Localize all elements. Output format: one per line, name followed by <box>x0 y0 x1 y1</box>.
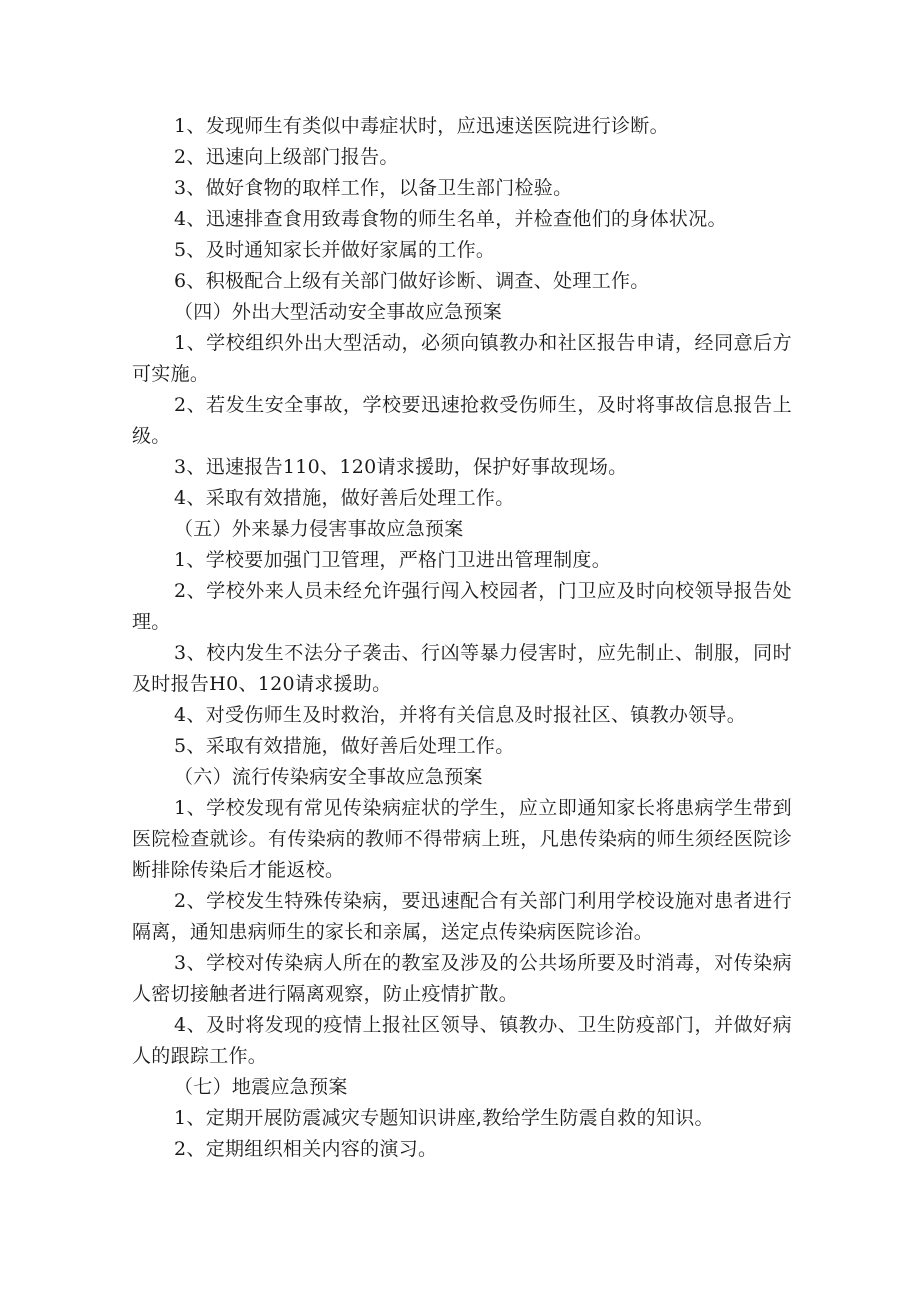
paragraph-epidemic-3: 3、学校对传染病人所在的教室及涉及的公共场所要及时消毒，对传染病人密切接触者进行隔离观察，防止疫情扩散。 <box>132 952 792 1005</box>
paragraph-epidemic-4: 4、及时将发现的疫情上报社区领导、镇教办、卫生防疫部门，并做好病人的跟踪工作。 <box>132 1014 792 1067</box>
section-heading-epidemic: （六）流行传染病安全事故应急预案 <box>174 766 483 788</box>
paragraph-epidemic-1: 1、学校发现有常见传染病症状的学生，应立即通知家长将患病学生带到医院检查就诊。有传染病的教师不得带病上班，凡患传染病的师生须经医院诊断排除传染后才能返校。 <box>132 797 792 881</box>
paragraph-violence-2: 2、学校外来人员未经允许强行闯入校园者，门卫应及时向校领导报告处理。 <box>132 580 792 633</box>
paragraph-violence-1: 1、学校要加强门卫管理，严格门卫进出管理制度。 <box>174 549 611 571</box>
paragraph-earthquake-1: 1、定期开展防震减灾专题知识讲座,教给学生防震自救的知识。 <box>174 1107 714 1129</box>
paragraph-outing-1: 1、学校组织外出大型活动，必须向镇教办和社区报告申请，经同意后方可实施。 <box>132 332 792 385</box>
paragraph-violence-4: 4、对受伤师生及时救治，并将有关信息及时报社区、镇教办领导。 <box>174 704 747 726</box>
paragraph-poison-1: 1、发现师生有类似中毒症状时，应迅速送医院进行诊断。 <box>174 115 669 137</box>
paragraph-poison-3: 3、做好食物的取样工作，以备卫生部门检验。 <box>174 177 573 199</box>
paragraph-poison-6: 6、积极配合上级有关部门做好诊断、调查、处理工作。 <box>174 270 650 292</box>
paragraph-epidemic-2: 2、学校发生特殊传染病，要迅速配合有关部门利用学校设施对患者进行隔离，通知患病师生的家长和亲属，送定点传染病医院诊治。 <box>132 890 792 943</box>
section-heading-outing: （四）外出大型活动安全事故应急预案 <box>174 301 503 323</box>
paragraph-poison-5: 5、及时通知家长并做好家属的工作。 <box>174 239 496 261</box>
paragraph-poison-2: 2、迅速向上级部门报告。 <box>174 146 399 168</box>
paragraph-poison-4: 4、迅速排查食用致毒食物的师生名单，并检查他们的身体状况。 <box>174 208 727 230</box>
paragraph-outing-2: 2、若发生安全事故，学校要迅速抢救受伤师生，及时将事故信息报告上级。 <box>132 394 792 447</box>
document-body <box>132 111 792 1165</box>
paragraph-violence-3: 3、校内发生不法分子袭击、行凶等暴力侵害时，应先制止、制服，同时及时报告H0、120请求援助。 <box>132 642 792 695</box>
paragraph-earthquake-2: 2、定期组织相关内容的演习。 <box>174 1138 438 1160</box>
paragraph-violence-5: 5、采取有效措施，做好善后处理工作。 <box>174 735 515 757</box>
section-heading-violence: （五）外来暴力侵害事故应急预案 <box>174 518 464 540</box>
paragraph-outing-3: 3、迅速报告110、120请求援助，保护好事故现场。 <box>174 456 628 478</box>
paragraph-outing-4: 4、采取有效措施，做好善后处理工作。 <box>174 487 515 509</box>
section-heading-earthquake: （七）地震应急预案 <box>174 1076 348 1098</box>
